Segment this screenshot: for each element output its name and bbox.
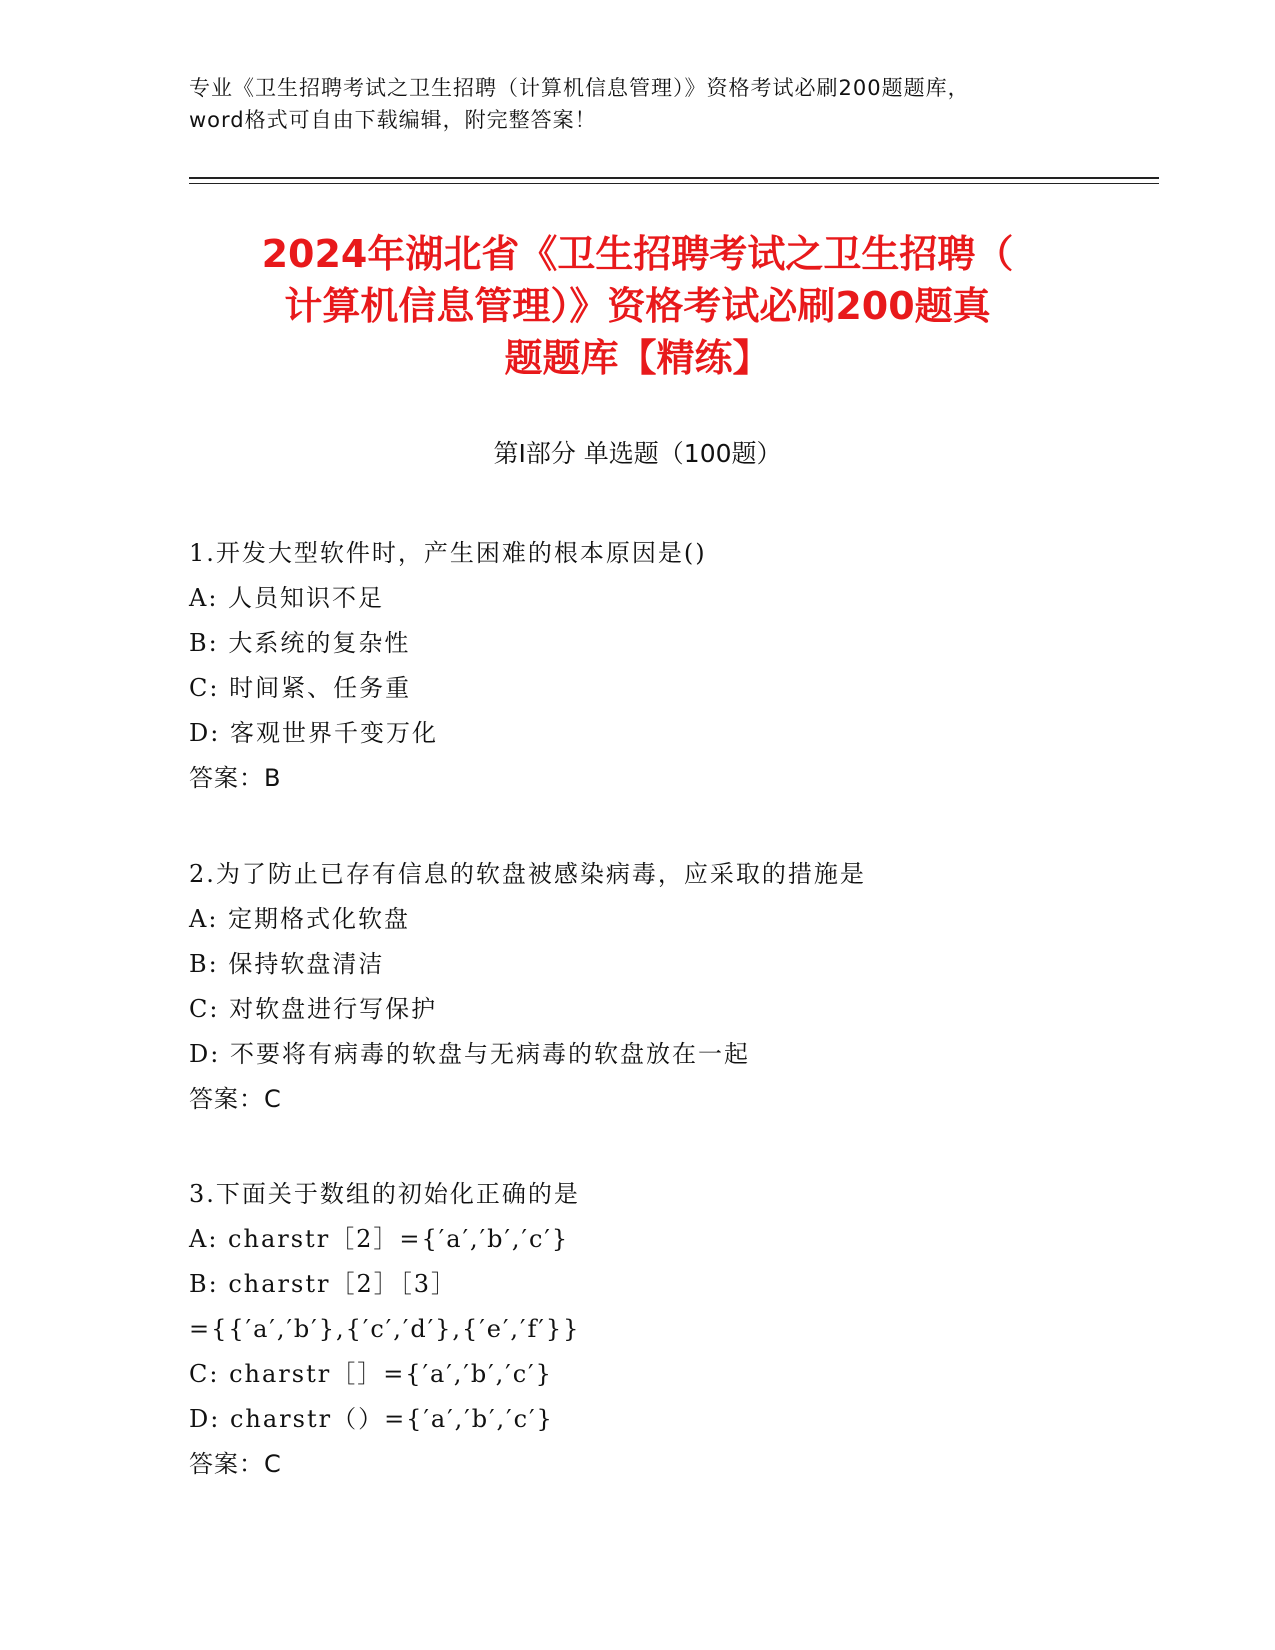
option-a: A: 定期格式化软盘 [189,905,411,933]
option-c: C: charstr［］={′a′,′b′,′c′} [189,1360,553,1388]
option-c: C: 对软盘进行写保护 [189,995,438,1023]
question-stem: 2.为了防止已存有信息的软盘被感染病毒，应采取的措施是 [189,860,866,888]
question-stem: 1.开发大型软件时，产生困难的根本原因是() [189,539,707,567]
question-1 [189,531,1149,801]
header-note [189,72,1119,136]
option-d: D: charstr（）={′a′,′b′,′c′} [189,1405,554,1433]
header-note-line-2: word格式可自由下载编辑，附完整答案！ [189,108,597,132]
section-title: 第Ⅰ部分 单选题（100题） [493,439,782,468]
answer: 答案：C [189,1085,282,1113]
option-b: B: 保持软盘清洁 [189,950,385,978]
header-rule-thin [189,183,1159,184]
option-d: D: 不要将有病毒的软盘与无病毒的软盘放在一起 [189,1040,750,1068]
document-title-line-2: 计算机信息管理）》资格考试必刷200题真 [284,284,991,328]
document-title [170,228,1105,384]
option-b: B: 大系统的复杂性 [189,629,411,657]
option-a: A: charstr［2］={′a′,′b′,′c′} [189,1225,570,1253]
question-2 [189,852,1149,1122]
option-d: D: 客观世界千变万化 [189,719,438,747]
document-title-line-1: 2024年湖北省《卫生招聘考试之卫生招聘（ [261,232,1014,276]
option-b: B: charstr［2］［3］ [189,1270,458,1298]
document-title-line-3: 题题库【精练】 [504,336,771,380]
question-3 [189,1172,1149,1487]
option-a: A: 人员知识不足 [189,584,385,612]
header-rule-thick [189,177,1159,179]
header-note-line-1: 专业《卫生招聘考试之卫生招聘（计算机信息管理）》资格考试必刷200题题库， [189,76,970,100]
answer: 答案：B [189,764,282,792]
answer: 答案：C [189,1450,282,1478]
question-stem: 3.下面关于数组的初始化正确的是 [189,1180,580,1208]
option-b-continued: ={{′a′,′b′},{′c′,′d′},{′e′,′f′}} [189,1315,581,1343]
option-c: C: 时间紧、任务重 [189,674,412,702]
